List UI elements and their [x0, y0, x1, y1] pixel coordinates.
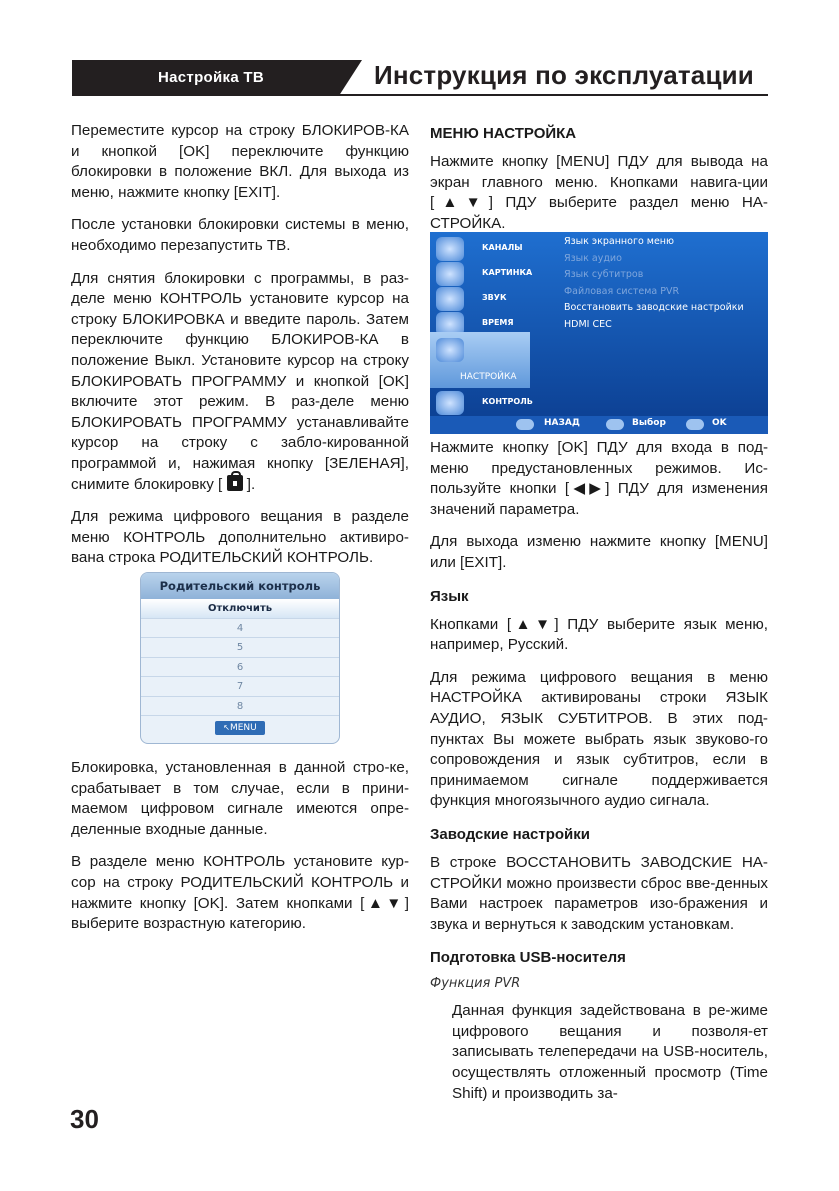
left-paragraph-6: В разделе меню КОНТРОЛЬ установите кур-сор на строку РОДИТЕЛЬСКИЙ КОНТРОЛЬ и нажмите кнопку [OK]. Затем кнопками [▲▼] выберите возрастную категорию. [71, 853, 409, 933]
menu-item-label: КАРТИНКА [482, 268, 533, 277]
setup-options-list [564, 234, 764, 333]
left-paragraph-5: Блокировка, установленная в данной стро-ке, срабатывает в том случае, если в прини-маемом цифровом сигнале имеются опре-деленные входные данные. [71, 759, 409, 838]
lock-icon [227, 475, 243, 491]
header-title: Инструкция по эксплуатации [373, 60, 754, 90]
menu-item-label: ЗВУК [482, 293, 507, 302]
menu-item-label: КОНТРОЛЬ [482, 397, 533, 406]
header-rule [72, 94, 768, 96]
right-paragraph-7: Данная функция задействована в ре-жиме цифрового вещания и позволя-ет записывать телепередачи на USB-носитель, осуществлять отложенный просмотр (Time Shift) и производить за- [452, 1002, 768, 1102]
setup-menu-screenshot [430, 232, 768, 434]
right-paragraph-4: Кнопками [▲▼] ПДУ выберите язык меню, например, Русский. [430, 615, 768, 654]
option-hdmi-cec[interactable]: HDMI CEC [564, 318, 612, 330]
parental-control-menu [140, 572, 340, 744]
right-paragraph-6: В строке ВОССТАНОВИТЬ ЗАВОДСКИЕ НА-СТРОЙКИ можно произвести сброс вве-денных Вами настроек параметров изо-бражения и звука и вернуться к заводским установкам. [430, 853, 768, 933]
left-column [71, 121, 409, 581]
menu-key-icon [516, 419, 534, 430]
left-paragraph-3-end: ]. [246, 475, 256, 493]
tv-icon [436, 237, 464, 261]
right-column-lower [430, 438, 768, 1116]
right-paragraph-1: Нажмите кнопку [MENU] ПДУ для вывода на экран главного меню. Кнопками навига-ции [▲▼] ПДУ выберите раздел меню НА-СТРОЙКА. [430, 153, 768, 232]
parental-control-title: Родительский контроль [141, 573, 339, 599]
left-paragraph-1: Переместите курсор на строку БЛОКИРОВ-КА и кнопкой [OK] переключите функцию блокировки в положение ВКЛ. Для выхода из меню, нажмите кнопку [EXIT]. [71, 122, 409, 201]
option-factory-reset[interactable]: Восстановить заводские настройки [564, 302, 744, 313]
option-audio-language[interactable]: Язык аудио [564, 252, 622, 264]
setup-menu-sidebar [430, 232, 533, 416]
parental-option[interactable]: 5 [141, 638, 339, 658]
menu-item-setup-selected[interactable] [430, 332, 530, 388]
setup-menu-footer [430, 416, 768, 434]
right-paragraph-5: Для режима цифрового вещания в меню НАСТРОЙКА активированы строки ЯЗЫК АУДИО, ЯЗЫК СУБТИТРОВ. В этих под-пунктах Вы можете выбрать язык звуково-го сопровождения и язык субтитров, если в принимаемом сигнале поддерживается функция многоязычного аудио сигнала. [430, 668, 768, 810]
left-paragraph-3-text: Для снятия блокировки с программы, в раз-деле меню КОНТРОЛЬ установите курсор на строку БЛОКИРОВКА и введите пароль. Затем переключите функцию БЛОКИРОВ-КА в положение Выкл. Установите курсор на строку БЛОКИРОВАТЬ ПРОГРАММУ и кнопкой [OK] включите этот режим. В раз-деле меню БЛОКИРОВАТЬ ПРОГРАММУ устанавливайте курсор на строку с забло-кированной программой и, нажимая кнопку [ЗЕЛЕНАЯ], снимите блокировку [ [71, 269, 409, 493]
left-paragraph-2: После установки блокировки системы в меню, необходимо перезапустить ТВ. [71, 216, 409, 254]
parental-menu-label: MENU [229, 723, 257, 733]
right-column [430, 121, 768, 246]
pvr-function-caption: Функция PVR [430, 976, 521, 992]
music-note-icon [436, 287, 464, 311]
right-paragraph-3: Для выхода изменю нажмите кнопку [MENU] или [EXIT]. [430, 533, 768, 571]
picture-icon [436, 262, 464, 286]
ok-key-icon [686, 419, 704, 430]
menu-item-label: ВРЕМЯ [482, 318, 514, 327]
page-header [72, 60, 768, 96]
parental-option[interactable]: 8 [141, 697, 339, 717]
page-number: 30 [70, 1104, 99, 1134]
setup-icon [436, 338, 464, 362]
menu-item-control[interactable] [430, 388, 533, 418]
return-arrow-icon: ↖ [223, 723, 230, 732]
parental-option[interactable]: 4 [141, 619, 339, 639]
header-section-title: Настройка ТВ [158, 69, 265, 86]
heading-factory-settings: Заводские настройки [430, 825, 590, 843]
option-osd-language[interactable]: Язык экранного меню [564, 236, 674, 247]
menu-item-label: НАСТРОЙКА [460, 372, 517, 382]
option-pvr-filesystem[interactable]: Файловая система PVR [564, 285, 680, 297]
parental-menu-button[interactable] [215, 721, 265, 735]
ok-label[interactable]: OK [712, 418, 727, 428]
parental-option-selected[interactable]: Отключить [141, 599, 339, 619]
left-paragraph-4: Для режима цифрового вещания в разделе меню КОНТРОЛЬ дополнительно активиро-вана строка РОДИТЕЛЬСКИЙ КОНТРОЛЬ. [71, 508, 409, 567]
back-label[interactable]: НАЗАД [544, 418, 580, 428]
heading-menu-setup: МЕНЮ НАСТРОЙКА [430, 125, 577, 142]
parental-option[interactable]: 7 [141, 677, 339, 697]
left-column-lower [71, 758, 409, 947]
menu-item-label: КАНАЛЫ [482, 243, 523, 252]
right-paragraph-2: Нажмите кнопку [OK] ПДУ для входа в под-меню предустановленных режимов. Ис-пользуйте кнопки [◀▶] ПДУ для изменения значений параметра. [430, 439, 768, 518]
parental-option[interactable]: 6 [141, 658, 339, 678]
lock-icon [436, 391, 464, 415]
heading-language: Язык [430, 587, 469, 605]
option-subtitle-language[interactable]: Язык субтитров [564, 269, 644, 280]
select-label[interactable]: Выбор [632, 418, 666, 428]
left-right-key-icon [606, 419, 624, 430]
heading-usb-preparation: Подготовка USB-носителя [430, 949, 626, 967]
left-paragraph-3 [71, 269, 409, 496]
